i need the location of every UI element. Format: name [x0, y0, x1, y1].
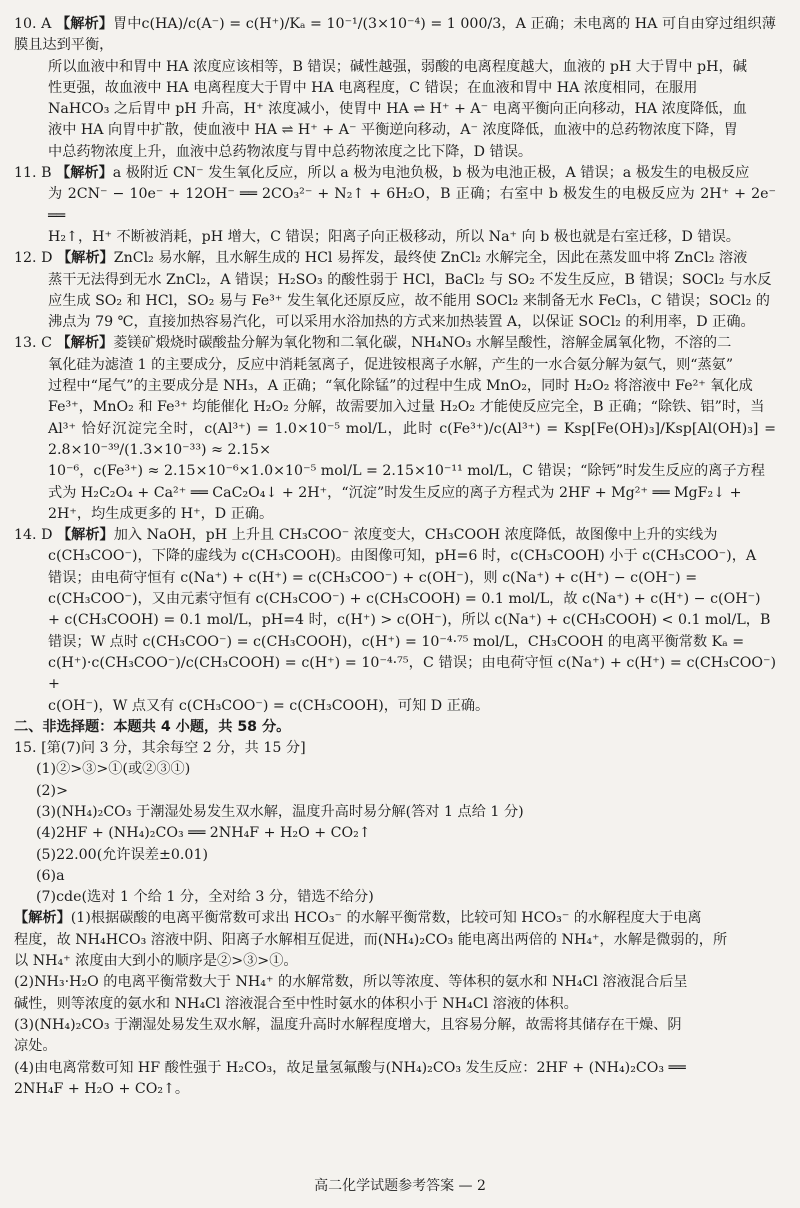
text-line: 胃中c(HA)/c(A⁻) = c(H⁺)/Kₐ = 10⁻¹/(3×10⁻⁴) = 1 000/3，A 正确；未电离的 HA 可自由穿过组织薄膜且达到平衡， [14, 16, 776, 54]
text-line: 应生成 SO₂ 和 HCl，SO₂ 易与 Fe³⁺ 发生氧化还原反应，故不能用 SOCl₂ 来制备无水 FeCl₃，C 错误；SOCl₂ 的 [48, 292, 770, 309]
text-line: c(OH⁻)，W 点又有 c(CH₃COO⁻) = c(CH₃COOH)，可知 D 正确。 [48, 697, 490, 714]
text-line: 加入 NaOH，pH 上升且 CH₃COO⁻ 浓度变大，CH₃COOH 浓度降低，故图像中上升的实线为 [113, 527, 718, 544]
text-line: 错误；W 点时 c(CH₃COO⁻) = c(CH₃COOH)，c(H⁺) = 10⁻⁴·⁷⁵ mol/L，CH₃COOH 的电离平衡常数 Kₐ = [48, 633, 745, 650]
question-number: 12. D [14, 250, 53, 267]
question-header: 15. [第(7)问 3 分，其余每空 2 分，共 15 分] [14, 740, 306, 757]
text-line: Fe³⁺，MnO₂ 和 Fe³⁺ 均能催化 H₂O₂ 分解，故需要加入过量 H₂O₂ 才能使反应完全，B 正确；“除铁、铝”时，当 [48, 399, 765, 416]
text-line: 凉处。 [14, 1038, 57, 1055]
analysis-tag: 【解析】 [56, 165, 113, 182]
text-line: 碱性，则等浓度的氨水和 NH₄Cl 溶液混合至中性时氨水的体积小于 NH₄Cl 溶液的体积。 [14, 995, 578, 1012]
text-line: H₂↑，H⁺ 不断被消耗，pH 增大，C 错误；阳离子向正极移动，所以 Na⁺ 向 b 极也就是右室迁移，D 错误。 [48, 228, 740, 245]
question-11 [14, 163, 776, 248]
answer-line: (6)a [36, 867, 65, 884]
answer-line: (4)2HF + (NH₄)₂CO₃ ══ 2NH₄F + H₂O + CO₂↑ [36, 825, 371, 842]
text-line: 式为 H₂C₂O₄ + Ca²⁺ ══ CaC₂O₄↓ + 2H⁺，“沉淀”时发生反应的离子方程式为 2HF + Mg²⁺ ══ MgF₂↓ + [48, 484, 742, 501]
question-15 [14, 738, 776, 1100]
text-line: (4)由电离常数可知 HF 酸性强于 H₂CO₃，故足量氢氟酸与(NH₄)₂CO₃ 发生反应：2HF + (NH₄)₂CO₃ ══ [14, 1059, 686, 1076]
analysis-tag: 【解析】 [55, 16, 114, 32]
text-line: a 极附近 CN⁻ 发生氧化反应，所以 a 极为电池负极，b 极为电池正极，A 错误；a 极发生的电极反应 [112, 165, 750, 182]
text-line: c(CH₃COO⁻)，下降的虚线为 c(CH₃COOH)。由图像可知，pH=6 时，c(CH₃COOH) 小于 c(CH₃COO⁻)，A [48, 548, 757, 565]
question-14 [14, 525, 776, 717]
text-line: 程度，故 NH₄HCO₃ 溶液中阴、阳离子水解相互促进，而(NH₄)₂CO₃ 能电离出两倍的 NH₄⁺，水解是微弱的，所 [14, 931, 728, 948]
text-line: 性更强，故血液中 HA 电离程度大于胃中 HA 电离程度，C 错误；在血液和胃中 HA 浓度相同，在服用 [48, 79, 698, 96]
section-heading: 二、非选择题：本题共 4 小题，共 58 分。 [14, 718, 291, 735]
analysis-tag: 【解析】 [56, 527, 114, 544]
text-line: 中总药物浓度上升，血液中总药物浓度与胃中总药物浓度之比下降，D 错误。 [48, 143, 533, 160]
question-10 [14, 14, 776, 163]
text-line: 以 NH₄⁺ 浓度由大到小的顺序是②>③>①。 [14, 953, 298, 970]
text-line: 2H⁺，均生成更多的 H⁺，D 正确。 [48, 505, 274, 522]
question-13 [14, 333, 776, 525]
text-line: (1)根据碳酸的电离平衡常数可求出 HCO₃⁻ 的水解平衡常数，比较可知 HCO₃⁻ 的水解程度大于电离 [70, 910, 702, 927]
text-line: ZnCl₂ 易水解，且水解生成的 HCl 易挥发，最终使 ZnCl₂ 水解完全，因此在蒸发皿中将 ZnCl₂ 溶液 [113, 250, 748, 267]
text-line: 液中 HA 向胃中扩散，使血液中 HA ⇌ H⁺ + A⁻ 平衡逆向移动，A⁻ 浓度降低，血液中的总药物浓度下降，胃 [48, 122, 738, 139]
text-line: 10⁻⁶，c(Fe³⁺) ≈ 2.15×10⁻⁶×1.0×10⁻⁵ mol/L = 2.15×10⁻¹¹ mol/L，C 错误；“除钙”时发生反应的离子方程 [48, 463, 765, 480]
analysis-tag: 【解析】 [14, 910, 71, 927]
text-line: c(CH₃COO⁻)，又由元素守恒有 c(CH₃COO⁻) + c(CH₃COOH) = 0.1 mol/L，故 c(Na⁺) + c(H⁺) − c(OH⁻) [48, 591, 761, 608]
text-line: 蒸干无法得到无水 ZnCl₂，A 错误；H₂SO₃ 的酸性弱于 HCl，BaCl₂ 与 SO₂ 不发生反应，B 错误；SOCl₂ 与水反 [48, 271, 772, 288]
answer-line: (1)②>③>①(或②③①) [36, 761, 191, 778]
text-line: Al³⁺ 恰好沉淀完全时，c(Al³⁺) = 1.0×10⁻⁵ mol/L，此时 c(Fe³⁺)/c(Al³⁺) = Ksp[Fe(OH)₃]/Ksp[Al(OH)₃] = 2.8×10⁻³⁹/(1.3×10⁻³³) ≈ 2.15× [48, 420, 776, 458]
page-footer: 高二化学试题参考答案 — 2 [314, 1178, 486, 1194]
text-line: 氧化硅为滤渣 1 的主要成分，反应中消耗氢离子，促进铵根离子水解，产生的一水合氨分解为氨气，则“蒸氨” [48, 356, 734, 373]
text-line: (3)(NH₄)₂CO₃ 于潮湿处易发生双水解，温度升高时水解程度增大，且容易分解，故需将其储存在干燥、阴 [14, 1016, 682, 1033]
text-line: 所以血液中和胃中 HA 浓度应该相等，B 错误；碱性越强，弱酸的电离程度越大，血液的 pH 大于胃中 pH，碱 [48, 58, 747, 75]
text-line: + c(CH₃COOH) = 0.1 mol/L，pH=4 时，c(H⁺) > c(OH⁻)，所以 c(Na⁺) + c(CH₃COOH) < 0.1 mol/L，B [48, 612, 771, 629]
question-number: 11. B [14, 165, 52, 182]
text-line: c(H⁺)·c(CH₃COO⁻)/c(CH₃COOH) = c(H⁺) = 10⁻⁴·⁷⁵，C 错误；由电荷守恒 c(Na⁺) + c(H⁺) = c(CH₃COO⁻) + [48, 654, 776, 693]
answer-line: (7)cde(选对 1 个给 1 分，全对给 3 分，错选不给分) [36, 889, 374, 906]
text-line: 2NH₄F + H₂O + CO₂↑。 [14, 1080, 190, 1097]
text-line: 错误；由电荷守恒有 c(Na⁺) + c(H⁺) = c(CH₃COO⁻) + c(OH⁻)，则 c(Na⁺) + c(H⁺) − c(OH⁻) = [48, 569, 698, 586]
question-12 [14, 248, 776, 333]
text-line: 沸点为 79 ℃，直接加热容易汽化，可以采用水浴加热的方式来加热装置 A，以保证 SOCl₂ 的利用率，D 正确。 [48, 314, 755, 331]
text-line: 菱镁矿煅烧时碳酸盐分解为氧化物和二氧化碳，NH₄NO₃ 水解呈酸性，溶解金属氧化物，不溶的二 [113, 335, 732, 352]
answer-line: (5)22.00(允许误差±0.01) [36, 846, 209, 863]
question-number: 14. D [14, 527, 53, 544]
text-line: (2)NH₃·H₂O 的电离平衡常数大于 NH₄⁺ 的水解常数，所以等浓度、等体积的氨水和 NH₄Cl 溶液混合后呈 [14, 974, 688, 991]
text-line: 过程中“尾气”的主要成分是 NH₃，A 正确；“氧化除锰”的过程中生成 MnO₂，同时 H₂O₂ 将溶液中 Fe²⁺ 氧化成 [48, 378, 753, 395]
text-line: NaHCO₃ 之后胃中 pH 升高，H⁺ 浓度减小，使胃中 HA ⇌ H⁺ + A⁻ 电离平衡向正向移动，HA 浓度降低，血 [48, 101, 747, 118]
analysis-tag: 【解析】 [56, 250, 114, 267]
question-number: 10. A [14, 16, 52, 32]
analysis-tag: 【解析】 [56, 335, 114, 352]
question-number: 13. C [14, 335, 52, 352]
answer-line: (2)> [36, 782, 68, 799]
text-line: 为 2CN⁻ − 10e⁻ + 12OH⁻ ══ 2CO₃²⁻ + N₂↑ + 6H₂O，B 正确；右室中 b 极发生的电极反应为 2H⁺ + 2e⁻ ══ [48, 186, 776, 224]
answer-line: (3)(NH₄)₂CO₃ 于潮湿处易发生双水解，温度升高时易分解(答对 1 点给 1 分) [36, 803, 524, 820]
